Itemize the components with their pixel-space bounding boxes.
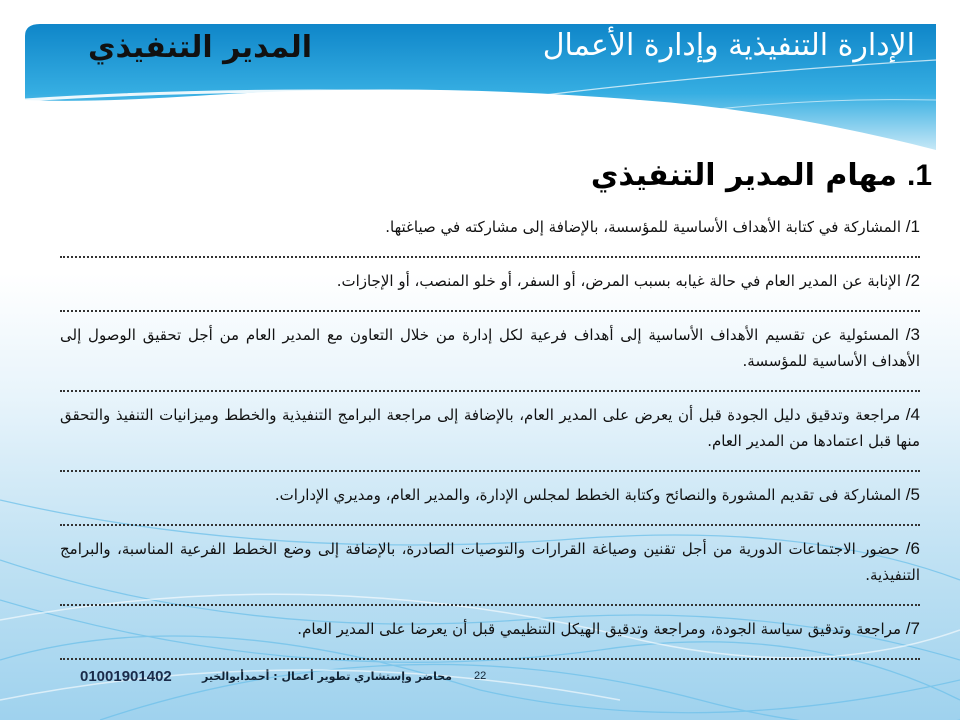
item-number: 6/	[905, 539, 920, 558]
dotted-divider	[60, 376, 920, 392]
list-item	[60, 318, 920, 374]
page-number: 22	[474, 670, 487, 682]
dotted-divider	[60, 456, 920, 472]
list-item	[60, 264, 920, 294]
task-list	[60, 210, 920, 666]
item-text: الإنابة عن المدير العام في حالة غيابه بسبب المرض، أو السفر، أو خلو المنصب، أو الإجازات.	[336, 272, 902, 290]
item-number: 1/	[905, 217, 920, 236]
header-title: الإدارة التنفيذية وإدارة الأعمال	[542, 28, 915, 63]
item-text: حضور الاجتماعات الدورية من أجل تقنين وصياغة القرارات والتوصيات الصادرة، بالإضافة إلى وضع الخطط الفرعية المناسبة، والبرامج التنفيذية.	[60, 540, 920, 584]
dotted-divider	[60, 296, 920, 312]
item-number: 7/	[905, 619, 920, 638]
item-number: 4/	[905, 405, 920, 424]
item-text: المشاركة فى تقديم المشورة والنصائح وكتابة الخطط لمجلس الإدارة، والمدير العام، ومديري الإدارات.	[274, 486, 902, 504]
list-item	[60, 612, 920, 642]
dotted-divider	[60, 510, 920, 526]
footer-phone: 01001901402	[80, 668, 172, 685]
section-number: 1.	[906, 159, 932, 192]
header-subtitle: المدير التنفيذي	[88, 30, 313, 65]
item-number: 3/	[905, 325, 920, 344]
item-text: المشاركة في كتابة الأهداف الأساسية للمؤسسة، بالإضافة إلى مشاركته في صياغتها.	[385, 218, 902, 236]
section-heading	[591, 158, 932, 193]
list-item	[60, 532, 920, 588]
list-item	[60, 210, 920, 240]
item-number: 5/	[905, 485, 920, 504]
item-text: مراجعة وتدقيق دليل الجودة قبل أن يعرض على المدير العام، بالإضافة إلى مراجعة البرامج التنفيذية والخطط وميزانيات التنفيذ والتحقق منها قبل اعتمادها من المدير العام.	[60, 406, 920, 450]
item-text: مراجعة وتدقيق سياسة الجودة، ومراجعة وتدقيق الهيكل التنظيمي قبل أن يعرضا على المدير العام.	[297, 620, 902, 638]
dotted-divider	[60, 644, 920, 660]
dotted-divider	[60, 242, 920, 258]
footer-author: محاضر وإستشاري تطوير أعمال : أحمدأبوالخير	[202, 670, 452, 683]
section-heading-text: مهام المدير التنفيذي	[590, 158, 897, 193]
footer	[80, 668, 600, 688]
list-item	[60, 398, 920, 454]
item-text: المسئولية عن تقسيم الأهداف الأساسية إلى أهداف فرعية لكل إدارة من خلال التعاون مع المدير العام من أجل تحقيق الوصول إلى الأهداف الأساسية للمؤسسة.	[60, 326, 920, 370]
item-number: 2/	[905, 271, 920, 290]
dotted-divider	[60, 590, 920, 606]
list-item	[60, 478, 920, 508]
